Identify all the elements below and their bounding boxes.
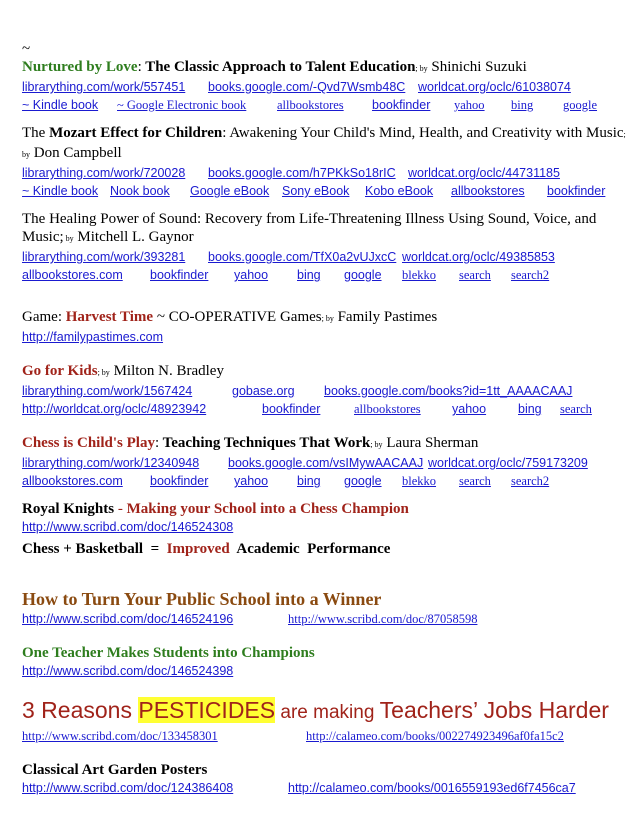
text-post: Academic Performance xyxy=(229,541,391,557)
search2-link[interactable]: search2 xyxy=(511,268,550,282)
entry-healing-power-title: The Healing Power of Sound: Recovery from Life-Threatening Illness Using Sound, Voice, and xyxy=(22,211,597,227)
google-books-link[interactable]: books.google.com/h7PKkSo18rIC xyxy=(208,166,396,180)
entry-links-row xyxy=(22,400,622,418)
search2-link[interactable]: search2 xyxy=(511,474,550,488)
book-title: Nurtured by Love xyxy=(22,59,138,75)
by-label: by xyxy=(22,150,30,159)
librarything-link[interactable]: librarything.com/work/1567424 xyxy=(22,384,193,398)
entry-chess-basketball xyxy=(22,540,622,558)
search-link[interactable]: search xyxy=(459,268,491,282)
author: Laura Sherman xyxy=(382,435,479,451)
pesticides-highlight: PESTICIDES xyxy=(138,697,276,723)
familypastimes-link[interactable]: http://familypastimes.com xyxy=(22,330,164,344)
bing-link[interactable]: bing xyxy=(297,474,321,488)
entry-harvest-time-title xyxy=(22,308,622,328)
author: Mitchell L. Gaynor xyxy=(73,229,194,245)
entry-links-row xyxy=(22,454,622,472)
librarything-link[interactable]: librarything.com/work/720028 xyxy=(22,166,186,180)
allbookstores-link[interactable]: allbookstores xyxy=(354,402,421,416)
blekko-link[interactable]: blekko xyxy=(402,474,437,488)
entry-links-row xyxy=(22,248,622,266)
allbookstores-link[interactable]: allbookstores xyxy=(277,98,344,112)
colon: : xyxy=(154,435,160,451)
entry-links-row xyxy=(22,182,622,200)
by-label: ; by xyxy=(321,314,334,323)
entry-links-row xyxy=(22,727,622,745)
tilde-mark: ~ xyxy=(22,41,31,57)
entry-author-line xyxy=(22,228,622,248)
author: Family Pastimes xyxy=(333,309,438,325)
improved-word: Improved xyxy=(166,541,230,557)
dash: - xyxy=(114,501,127,517)
entry-links-row xyxy=(22,518,622,536)
entry-nurtured-by-love-title xyxy=(22,58,622,78)
librarything-link[interactable]: librarything.com/work/557451 xyxy=(22,80,186,94)
by-label: by xyxy=(63,234,74,243)
calameo-link[interactable]: http://calameo.com/books/002274923496af0fa15c2 xyxy=(306,729,564,743)
allbookstores-link[interactable]: allbookstores xyxy=(451,184,525,198)
text-pre: Chess + Basketball = xyxy=(22,541,167,557)
bing-link[interactable]: bing xyxy=(511,98,534,112)
kobo-ebook-link[interactable]: Kobo eBook xyxy=(365,184,434,198)
worldcat-link[interactable]: worldcat.org/oclc/61038074 xyxy=(418,80,571,94)
google-books-link[interactable]: books.google.com/books?id=1tt_AAAACAAJ xyxy=(324,384,573,398)
title-red: Making your School into a Chess Champion xyxy=(126,501,409,517)
bookfinder-link[interactable]: bookfinder xyxy=(262,402,321,416)
entry-mozart-effect-title xyxy=(22,124,626,144)
document-page xyxy=(22,40,626,797)
semicolon: ; xyxy=(623,130,626,139)
nook-link[interactable]: Nook book xyxy=(110,184,170,198)
scribd-link[interactable]: http://www.scribd.com/doc/146524308 xyxy=(22,520,234,534)
book-subtitle: Teaching Techniques That Work xyxy=(159,435,371,451)
entry-author-line xyxy=(22,144,622,164)
book-title: Mozart Effect for Children xyxy=(49,125,223,141)
kindle-link[interactable]: ~ Kindle book xyxy=(22,98,99,112)
google-books-link[interactable]: books.google.com/TfX0a2vUJxcC xyxy=(208,250,397,264)
allbookstores-link[interactable]: allbookstores.com xyxy=(22,474,123,488)
title-prefix: The xyxy=(22,125,50,141)
search-link[interactable]: search xyxy=(459,474,491,488)
by-label: ; by xyxy=(370,440,383,449)
entry-links-row xyxy=(22,382,622,400)
worldcat-link[interactable]: worldcat.org/oclc/49385853 xyxy=(402,250,555,264)
google-ebook-link[interactable]: ~ Google Electronic book xyxy=(117,98,247,112)
colon: : xyxy=(137,59,142,75)
title-black: Royal Knights xyxy=(22,501,115,517)
librarything-link[interactable]: librarything.com/work/393281 xyxy=(22,250,186,264)
entry-one-teacher-title: One Teacher Makes Students into Champions xyxy=(22,645,315,661)
sony-ebook-link[interactable]: Sony eBook xyxy=(282,184,350,198)
bookfinder-link[interactable]: bookfinder xyxy=(150,474,209,488)
worldcat-link[interactable]: worldcat.org/oclc/759173209 xyxy=(428,456,588,470)
entry-links-row xyxy=(22,266,622,284)
librarything-link[interactable]: librarything.com/work/12340948 xyxy=(22,456,200,470)
yahoo-link[interactable]: yahoo xyxy=(454,98,485,112)
scribd-link[interactable]: http://www.scribd.com/doc/146524196 xyxy=(22,612,234,626)
yahoo-link[interactable]: yahoo xyxy=(234,268,269,282)
scribd-link-2[interactable]: http://www.scribd.com/doc/87058598 xyxy=(288,612,478,626)
entry-pesticides-title xyxy=(22,696,622,727)
title-post: Teachers’ Jobs Harder xyxy=(379,697,609,723)
entry-classical-art-title: Classical Art Garden Posters xyxy=(22,762,208,778)
kindle-link[interactable]: ~ Kindle book xyxy=(22,184,99,198)
entry-royal-knights-title xyxy=(22,500,622,518)
search-link[interactable]: search xyxy=(560,402,592,416)
yahoo-link[interactable]: yahoo xyxy=(452,402,487,416)
title-prefix: Game: xyxy=(22,309,66,325)
scribd-link[interactable]: http://www.scribd.com/doc/124386408 xyxy=(22,781,234,795)
title-continuation: Music; xyxy=(22,229,64,245)
entry-links-row xyxy=(22,96,622,114)
scribd-link[interactable]: http://www.scribd.com/doc/133458301 xyxy=(22,729,218,743)
google-link[interactable]: google xyxy=(344,268,382,282)
title-mid: are making xyxy=(275,702,380,723)
entry-links-row xyxy=(22,78,622,96)
bookfinder-link[interactable]: bookfinder xyxy=(547,184,606,198)
entry-go-for-kids-title xyxy=(22,362,622,382)
google-books-link[interactable]: books.google.com/-Qvd7Wsmb48C xyxy=(208,80,406,94)
entry-links-row xyxy=(22,164,622,182)
bookfinder-link[interactable]: bookfinder xyxy=(150,268,209,282)
by-label: ; by xyxy=(415,64,428,73)
game-subtitle: ~ CO-OPERATIVE Games xyxy=(153,309,322,325)
bookfinder-link[interactable]: bookfinder xyxy=(372,98,431,112)
google-ebook-link[interactable]: Google eBook xyxy=(190,184,270,198)
allbookstores-link[interactable]: allbookstores.com xyxy=(22,268,123,282)
by-label: ; by xyxy=(97,368,110,377)
yahoo-link[interactable]: yahoo xyxy=(234,474,269,488)
entry-links-row xyxy=(22,472,622,490)
book-subtitle: The Classic Approach to Talent Education xyxy=(141,59,416,75)
book-subtitle: : Awakening Your Child's Mind, Health, and Creativity with Music xyxy=(222,125,624,141)
entry-chess-childs-play-title xyxy=(22,434,622,454)
bing-link[interactable]: bing xyxy=(297,268,321,282)
entry-public-school-winner-title: How to Turn Your Public School into a Winner xyxy=(22,589,382,609)
gobase-link[interactable]: gobase.org xyxy=(232,384,295,398)
scribd-link[interactable]: http://www.scribd.com/doc/146524398 xyxy=(22,664,234,678)
author: Don Campbell xyxy=(30,145,122,161)
entry-links-row xyxy=(22,610,622,628)
google-link[interactable]: google xyxy=(563,98,598,112)
worldcat-link[interactable]: worldcat.org/oclc/44731185 xyxy=(408,166,560,180)
entry-links-row xyxy=(22,662,622,680)
entry-links-row xyxy=(22,779,622,797)
title-pre: 3 Reasons xyxy=(22,697,139,723)
bing-link[interactable]: bing xyxy=(518,402,542,416)
google-link[interactable]: google xyxy=(344,474,382,488)
calameo-link[interactable]: http://calameo.com/books/0016559193ed6f7456ca7 xyxy=(288,781,576,795)
worldcat-link[interactable]: http://worldcat.org/oclc/48923942 xyxy=(22,402,207,416)
author: Shinichi Suzuki xyxy=(427,59,527,75)
blekko-link[interactable]: blekko xyxy=(402,268,437,282)
entry-links-row xyxy=(22,328,622,346)
book-title: Go for Kids xyxy=(22,363,98,379)
google-books-link[interactable]: books.google.com/vsIMywAACAAJ xyxy=(228,456,424,470)
book-title: Chess is Child's Play xyxy=(22,435,155,451)
author: Milton N. Bradley xyxy=(109,363,224,379)
game-title: Harvest Time xyxy=(65,309,154,325)
